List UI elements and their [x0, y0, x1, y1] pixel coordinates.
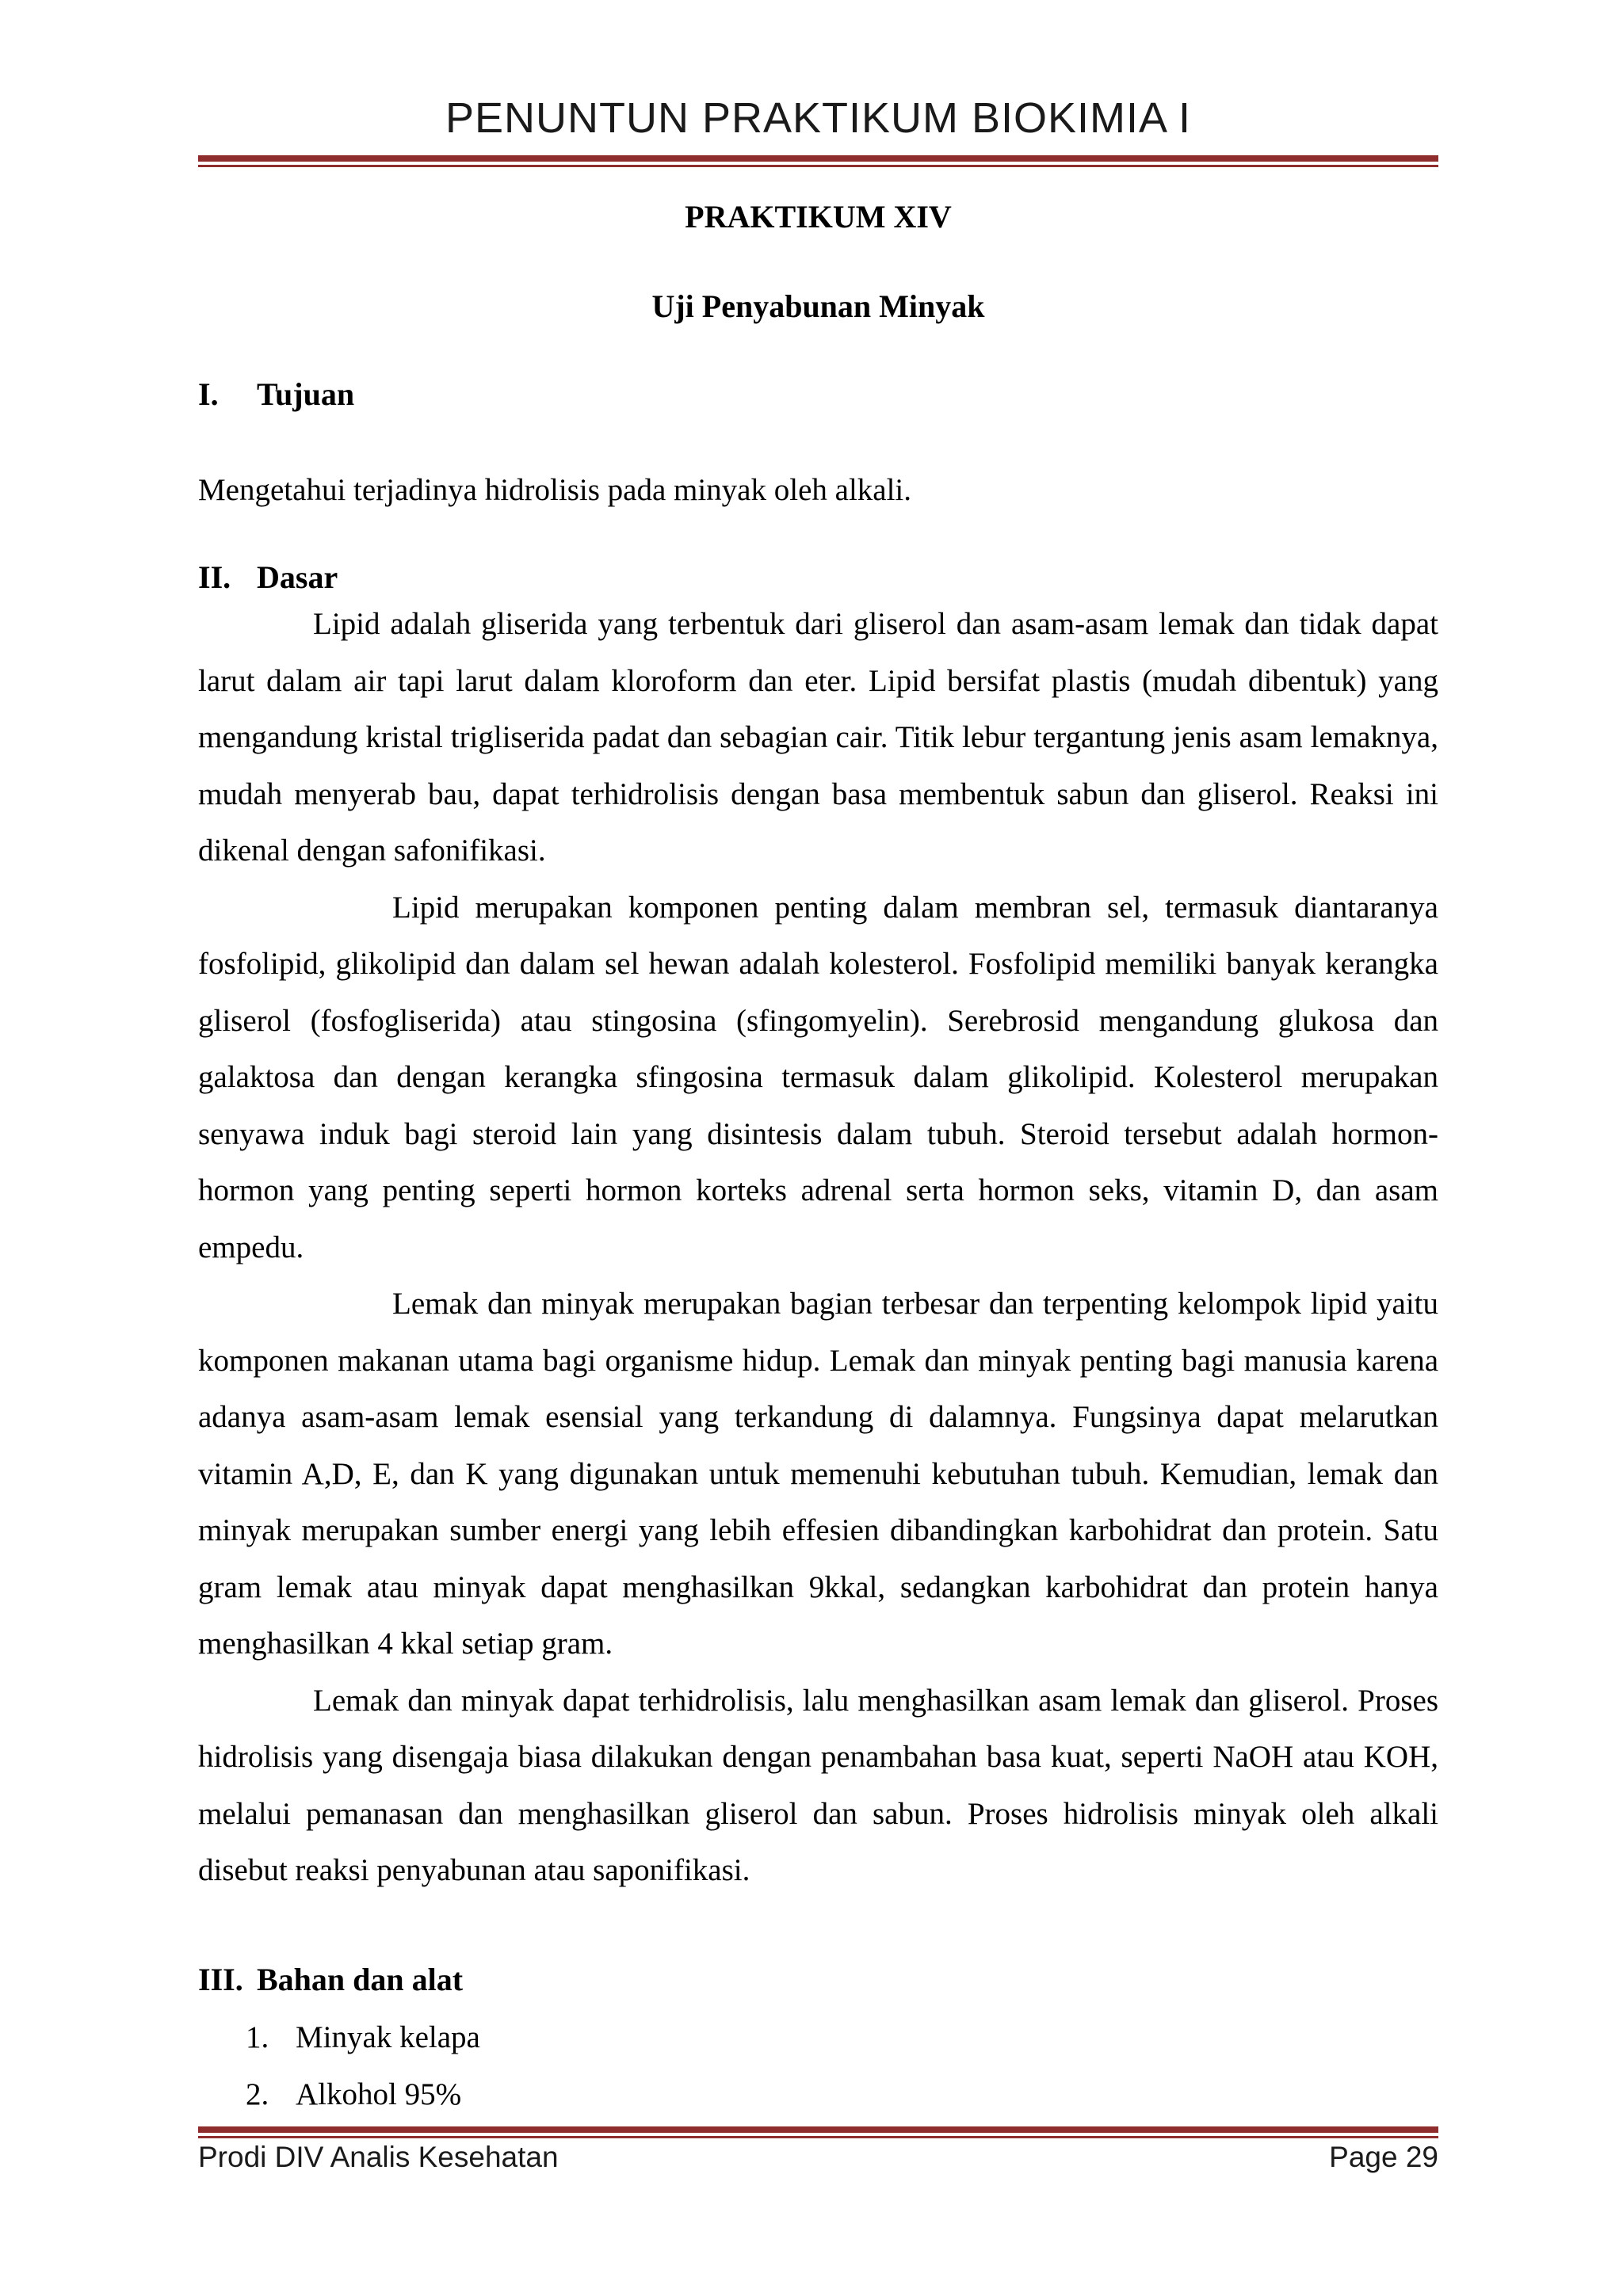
- page-content: [198, 198, 1438, 2123]
- list-item-number: 2.: [246, 2077, 269, 2111]
- section-heading-dasar: [198, 559, 1438, 596]
- section-title: Dasar: [257, 559, 338, 595]
- practicum-title: Uji Penyabunan Minyak: [651, 288, 985, 324]
- dasar-paragraph-3: Lemak dan minyak merupakan bagian terbesar dan terpenting kelompok lipid yaitu komponen makanan utama bagi organisme hidup. Lemak dan minyak penting bagi manusia karena adanya asam-asam lemak esensial yang terkandung di dalamnya. Fungsinya dapat melarutkan vitamin A,D, E, dan K yang digunakan untuk memenuhi kebutuhan tubuh. Kemudian, lemak dan minyak merupakan sumber energi yang lebih effesien dibandingkan karbohidrat dan protein. Satu gram lemak atau minyak dapat menghasilkan 9kkal, sedangkan karbohidrat dan protein hanya menghasilkan 4 kkal setiap gram.: [198, 1287, 1438, 1661]
- list-item-text: Minyak kelapa: [296, 2019, 480, 2054]
- section-title: Bahan dan alat: [257, 1961, 464, 1997]
- list-item-text: Alkohol 95%: [296, 2077, 462, 2111]
- footer-program-name: Prodi DIV Analis Kesehatan: [198, 2141, 559, 2173]
- footer-page-number: Page 29: [1329, 2141, 1438, 2173]
- section-heading-bahan-alat: [198, 1961, 1438, 1998]
- dasar-paragraph-1: Lipid adalah gliserida yang terbentuk dari gliserol dan asam-asam lemak dan tidak dapat larut dalam air tapi larut dalam kloroform dan eter. Lipid bersifat plastis (mudah dibentuk) yang mengandung kristal trigliserida padat dan sebagian cair. Titik lebur tergantung jenis asam lemaknya, mudah menyerab bau, dapat terhidrolisis dengan basa membentuk sabun dan gliserol. Reaksi ini dikenal dengan safonifikasi.: [198, 607, 1438, 868]
- list-item: [198, 2009, 1438, 2066]
- section-number: I.: [198, 376, 219, 412]
- practicum-number: PRAKTIKUM XIV: [685, 199, 952, 235]
- section-number: II.: [198, 559, 231, 595]
- tujuan-text: Mengetahui terjadinya hidrolisis pada minyak oleh alkali.: [198, 473, 912, 507]
- list-item: [198, 2066, 1438, 2123]
- section-number: III.: [198, 1961, 243, 1997]
- running-header-title: PENUNTUN PRAKTIKUM BIOKIMIA I: [445, 94, 1192, 142]
- footer-rule: [198, 2126, 1438, 2138]
- materials-list: [198, 2009, 1438, 2123]
- section-heading-tujuan: [198, 376, 1438, 413]
- section-title: Tujuan: [257, 376, 355, 412]
- header-rule: [198, 155, 1438, 167]
- dasar-paragraph-2: Lipid merupakan komponen penting dalam membran sel, termasuk diantaranya fosfolipid, glikolipid dan dalam sel hewan adalah kolesterol. Fosfolipid memiliki banyak kerangka gliserol (fosfogliserida) atau stingosina (sfingomyelin). Serebrosid mengandung glukosa dan galaktosa dan dengan kerangka sfingosina termasuk dalam glikolipid. Kolesterol merupakan senyawa induk bagi steroid lain yang disintesis dalam tubuh. Steroid tersebut adalah hormon-hormon yang penting seperti hormon korteks adrenal serta hormon seks, vitamin D, dan asam empedu.: [198, 890, 1438, 1264]
- list-item-number: 1.: [246, 2019, 269, 2054]
- dasar-paragraph-4: Lemak dan minyak dapat terhidrolisis, lalu menghasilkan asam lemak dan gliserol. Proses hidrolisis yang disengaja biasa dilakukan dengan penambahan basa kuat, seperti NaOH atau KOH, melalui pemanasan dan menghasilkan gliserol dan sabun. Proses hidrolisis minyak oleh alkali disebut reaksi penyabunan atau saponifikasi.: [198, 1683, 1438, 1887]
